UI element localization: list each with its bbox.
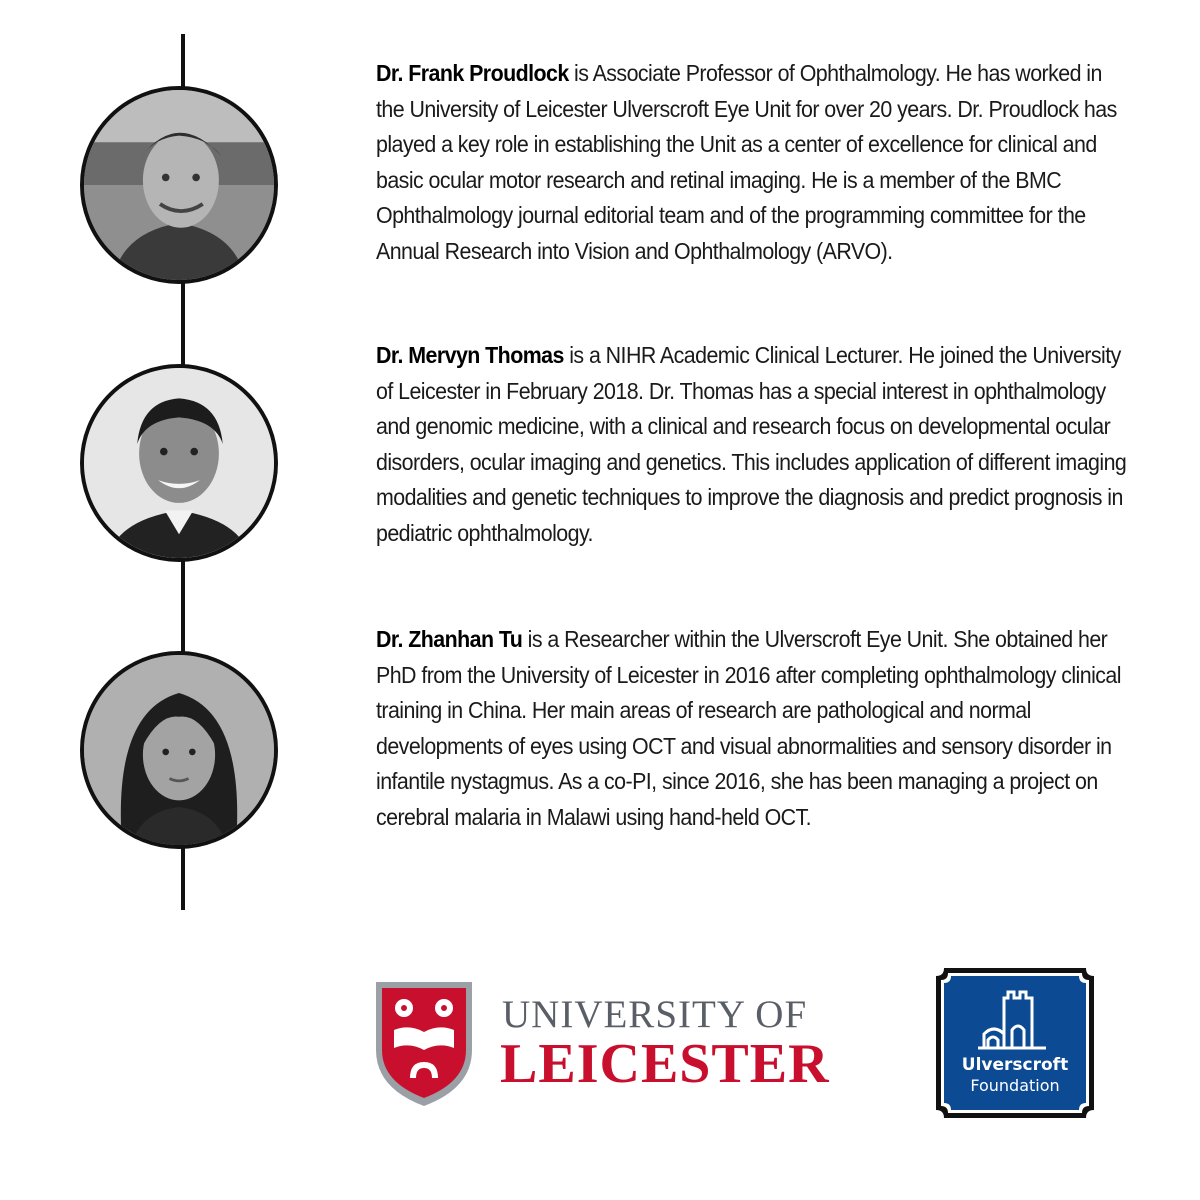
bio-name: Dr. Frank Proudlock xyxy=(376,60,569,86)
university-shield-icon xyxy=(374,978,474,1108)
portrait-zhanhan-tu xyxy=(80,651,278,849)
bio-mervyn-thomas xyxy=(376,338,1129,551)
portrait-mervyn-thomas xyxy=(80,364,278,562)
bio-text: is a NIHR Academic Clinical Lecturer. He joined the University of Leicester in February 2018. Dr. Thomas has a special interest in ophthalmology and genomic medicine, with a clinical and research focus on developmental ocular disorders, ocular imaging and genetics. This includes application of different imaging modalities and genetic techniques to improve the diagnosis and predict prognosis in pediatric ophthalmology. xyxy=(376,342,1127,546)
portrait-photo-icon xyxy=(84,655,274,845)
castle-tower-icon xyxy=(936,968,1094,1118)
university-name-line1: UNIVERSITY OF xyxy=(502,993,808,1036)
bio-frank-proudlock xyxy=(376,56,1129,269)
portrait-photo-icon xyxy=(84,368,274,558)
bio-text: is a Researcher within the Ulverscroft Eye Unit. She obtained her PhD from the University of Leicester in 2016 after completing ophthalmology clinical training in China. Her main areas of research are pathological and normal developments of eyes using OCT and visual abnormalities and sensory disorder in infantile nystagmus. As a co-PI, since 2016, she has been managing a project on cerebral malaria in Malawi using hand-held OCT. xyxy=(376,626,1121,830)
bio-text: is Associate Professor of Ophthalmology. He has worked in the University of Leicester Ulverscroft Eye Unit for over 20 years. Dr. Proudlock has played a key role in establishing the Unit as a center of excellence for clinical and basic ocular motor research and retinal imaging. He is a member of the BMC Ophthalmology journal editorial team and of the programming committee for the Annual Research into Vision and Ophthalmology (ARVO). xyxy=(376,60,1117,264)
bio-name: Dr. Mervyn Thomas xyxy=(376,342,564,368)
ulverscroft-foundation-logo xyxy=(936,968,1094,1118)
ulverscroft-name-line2: Foundation xyxy=(970,1076,1060,1095)
portrait-photo-icon xyxy=(84,90,274,280)
university-of-leicester-logo xyxy=(374,978,844,1108)
portrait-frank-proudlock xyxy=(80,86,278,284)
bio-name: Dr. Zhanhan Tu xyxy=(376,626,523,652)
bio-zhanhan-tu xyxy=(376,622,1129,835)
ulverscroft-name-line1: Ulverscroft xyxy=(961,1055,1069,1075)
university-name-line2: LEICESTER xyxy=(500,1033,830,1095)
